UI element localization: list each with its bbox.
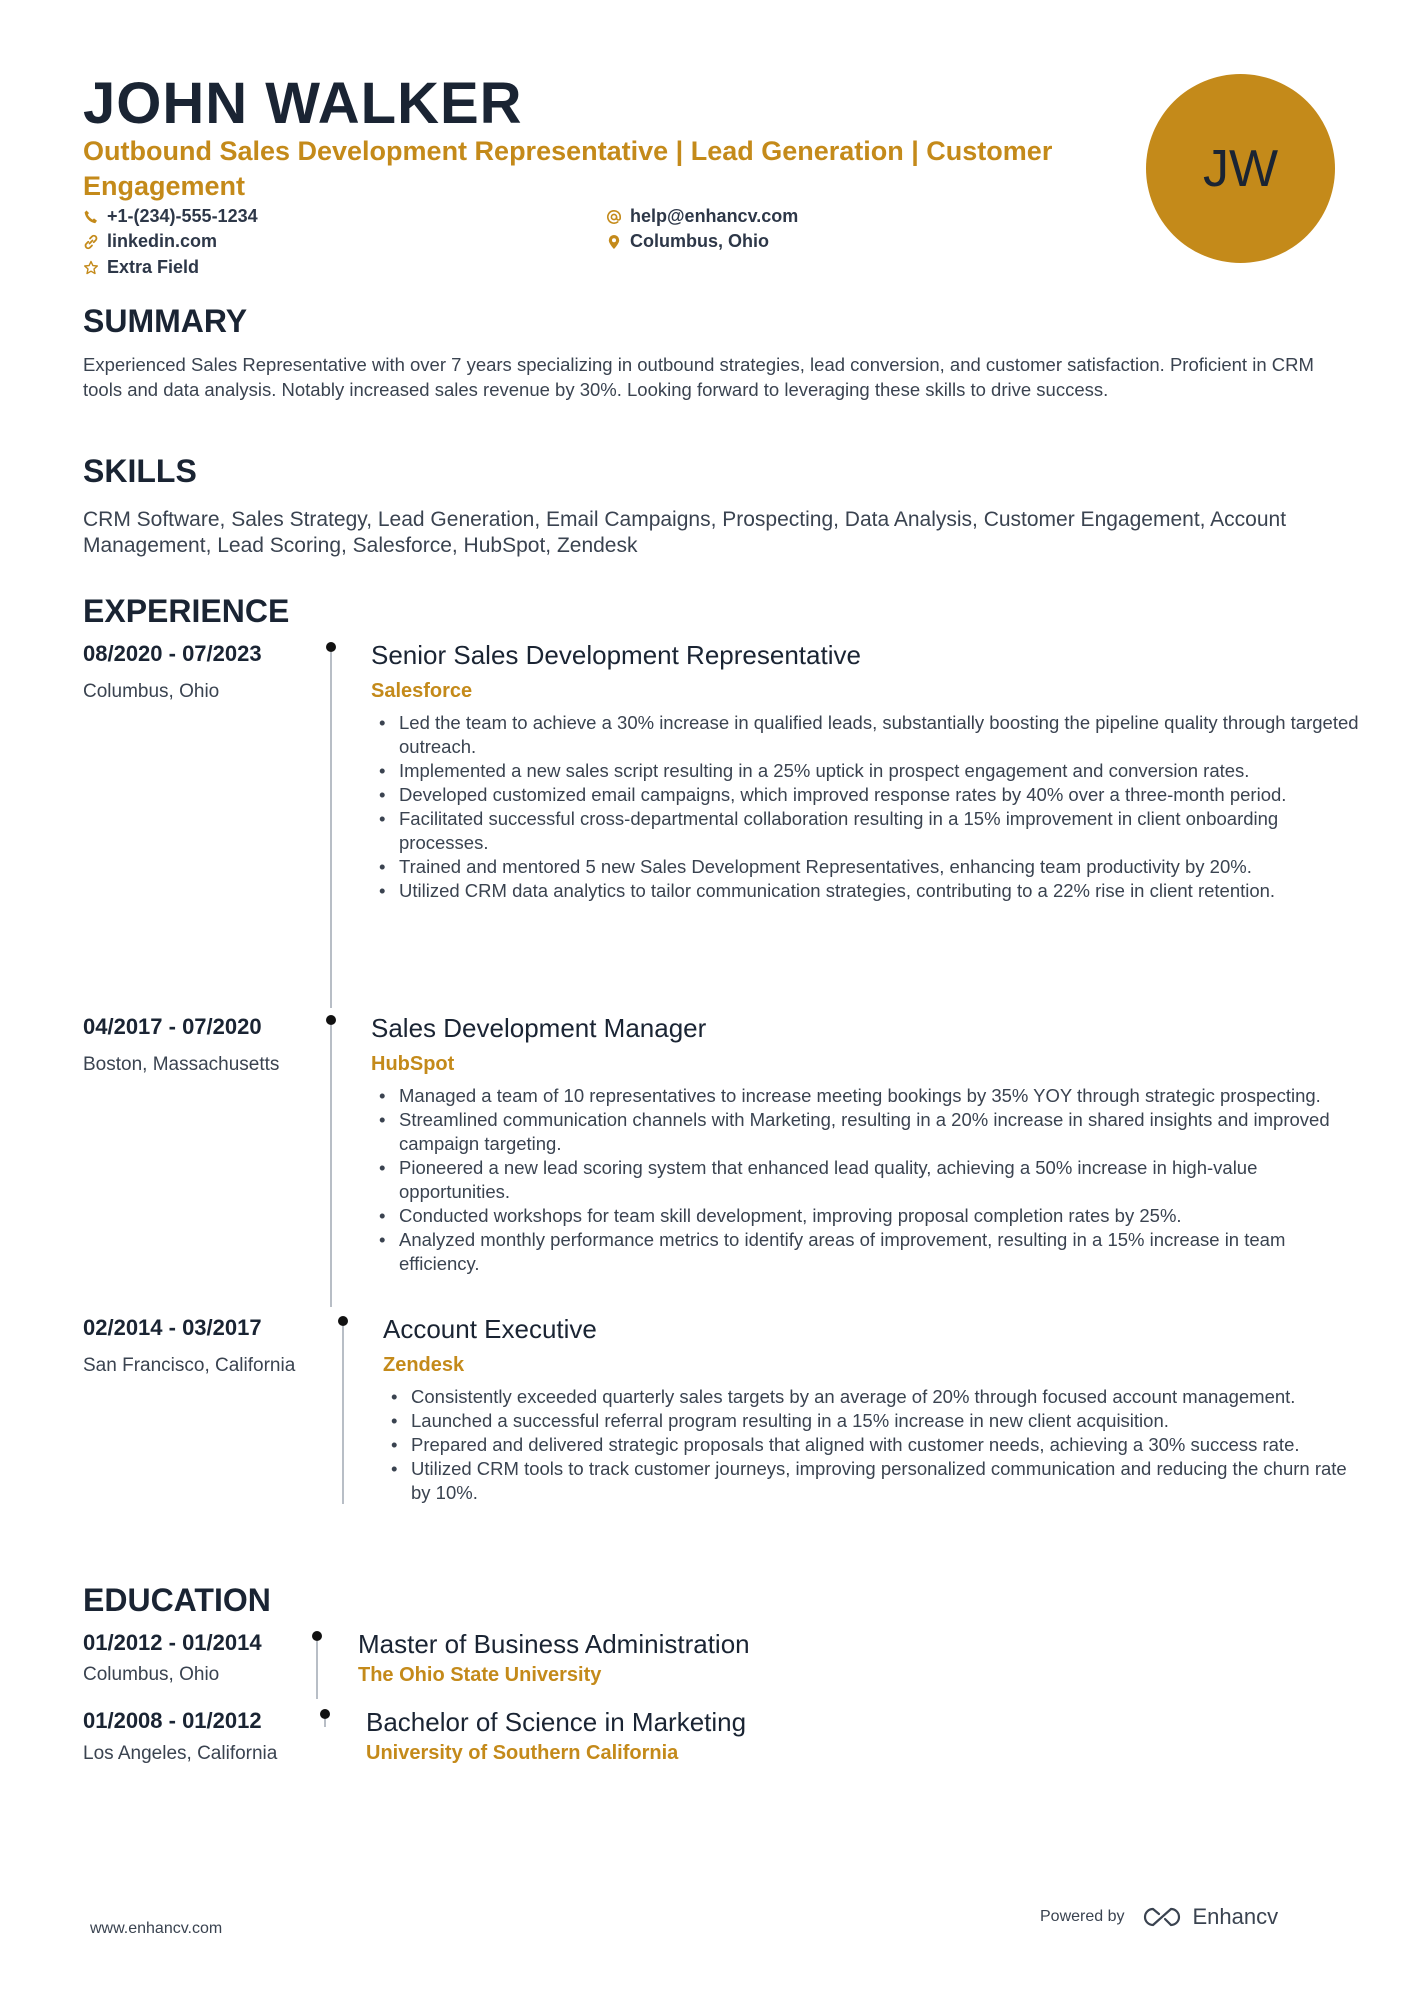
timeline-line [324,1719,326,1727]
edu-school: The Ohio State University [358,1664,602,1686]
summary-title: SUMMARY [83,303,248,339]
edu-location: Los Angeles, California [83,1743,278,1764]
phone-icon [83,209,99,225]
experience-title: EXPERIENCE [83,593,290,629]
job-dates: 04/2017 - 07/2020 [83,1014,262,1039]
job-bullet: • Utilized CRM tools to track customer journeys, improving personalized communication and reducing the churn rate by 10%. [411,1457,1369,1505]
job-title: Sales Development Manager [371,1013,707,1043]
job-bullets [371,711,1369,903]
job-bullet: • Streamlined communication channels with Marketing, resulting in a 20% increase in shared insights and improved campaign targeting. [399,1108,1369,1156]
extra-text: Extra Field [107,257,200,277]
candidate-headline: Outbound Sales Development Representative | Lead Generation | Customer Engagement [83,136,1053,201]
footer-branding [1040,1904,1278,1930]
job-bullet: • Trained and mentored 5 new Sales Development Representatives, enhancing team productivity by 20%. [399,855,1369,879]
phone-text: +1-(234)-555-1234 [107,206,258,226]
job-bullet: • Led the team to achieve a 30% increase in qualified leads, substantially boosting the pipeline quality through targeted outreach. [399,711,1369,759]
job-bullet: • Conducted workshops for team skill development, improving proposal completion rates by 25%. [399,1204,1369,1228]
linkedin-text: linkedin.com [107,231,218,251]
edu-degree: Master of Business Administration [358,1629,750,1659]
summary-text: Experienced Sales Representative with over 7 years specializing in outbound strategies, lead conversion, and customer satisfaction. Proficient in CRM tools and data analysis. Notably increased sales revenue by 30%. Looking forward to leveraging these skills to drive success. [83,354,1314,400]
job-location: San Francisco, California [83,1355,296,1376]
candidate-name: JOHN WALKER [83,71,523,136]
edu-degree: Bachelor of Science in Marketing [366,1707,747,1737]
powered-by-label: Powered by [1040,1908,1125,1925]
job-bullet: • Facilitated successful cross-departmental collaboration resulting in a 15% improvement in client onboarding processes. [399,807,1369,855]
contact-email[interactable] [606,206,798,227]
job-bullet: • Managed a team of 10 representatives to increase meeting bookings by 35% YOY through strategic prospecting. [399,1084,1369,1108]
timeline-dot [326,1015,336,1025]
link-icon [83,234,99,250]
job-title: Senior Sales Development Representative [371,640,861,670]
timeline-dot [312,1631,322,1641]
location-pin-icon [606,234,622,250]
timeline-line [330,652,332,1008]
location-text: Columbus, Ohio [630,231,769,251]
job-bullet: • Implemented a new sales script resulting in a 25% uptick in prospect engagement and conversion rates. [399,759,1369,783]
edu-school: University of Southern California [366,1742,679,1764]
skills-title: SKILLS [83,453,197,489]
job-bullets [371,1084,1369,1276]
job-dates: 02/2014 - 03/2017 [83,1315,262,1340]
job-dates: 08/2020 - 07/2023 [83,641,262,666]
job-bullet: • Consistently exceeded quarterly sales targets by an average of 20% through focused account management. [411,1385,1369,1409]
timeline-line [342,1326,344,1504]
timeline-dot [326,642,336,652]
job-bullet: • Developed customized email campaigns, which improved response rates by 40% over a three-month period. [399,783,1369,807]
edu-location: Columbus, Ohio [83,1664,220,1685]
skills-text: CRM Software, Sales Strategy, Lead Generation, Email Campaigns, Prospecting, Data Analysis, Customer Engagement, Account Management, Lead Scoring, Salesforce, HubSpot, Zendesk [83,508,1287,557]
timeline-dot [338,1316,348,1326]
timeline-line [316,1641,318,1699]
contact-location [606,231,769,252]
enhancv-logo-icon [1139,1905,1185,1929]
job-company: Salesforce [371,680,473,702]
enhancv-logo[interactable] [1139,1904,1279,1930]
contact-extra [83,257,199,278]
job-bullet: • Launched a successful referral program resulting in a 15% increase in new client acquisition. [411,1409,1369,1433]
job-bullets [383,1385,1369,1505]
enhancv-logo-text: Enhancv [1192,1904,1279,1929]
job-bullet: • Analyzed monthly performance metrics to identify areas of improvement, resulting in a 15% increase in team efficiency. [399,1228,1369,1276]
job-bullet: • Pioneered a new lead scoring system that enhanced lead quality, achieving a 50% increase in high-value opportunities. [399,1156,1369,1204]
at-icon [606,209,622,225]
job-company: HubSpot [371,1053,455,1075]
timeline-dot [320,1709,330,1719]
email-text: help@enhancv.com [630,206,799,226]
avatar [1146,74,1335,263]
edu-dates: 01/2012 - 01/2014 [83,1630,262,1655]
star-icon [83,260,99,276]
job-bullet: • Prepared and delivered strategic proposals that aligned with customer needs, achieving a 30% success rate. [411,1433,1369,1457]
education-title: EDUCATION [83,1582,271,1618]
contact-linkedin[interactable] [83,231,217,252]
footer-website[interactable]: www.enhancv.com [90,1920,223,1937]
job-company: Zendesk [383,1354,465,1376]
job-location: Columbus, Ohio [83,681,220,702]
job-title: Account Executive [383,1314,597,1344]
avatar-initials: JW [1202,139,1279,198]
edu-dates: 01/2008 - 01/2012 [83,1708,262,1733]
timeline-line [330,1025,332,1307]
job-bullet: • Utilized CRM data analytics to tailor communication strategies, contributing to a 22% rise in client retention. [399,879,1369,903]
job-location: Boston, Massachusetts [83,1054,280,1075]
contact-phone [83,206,258,227]
